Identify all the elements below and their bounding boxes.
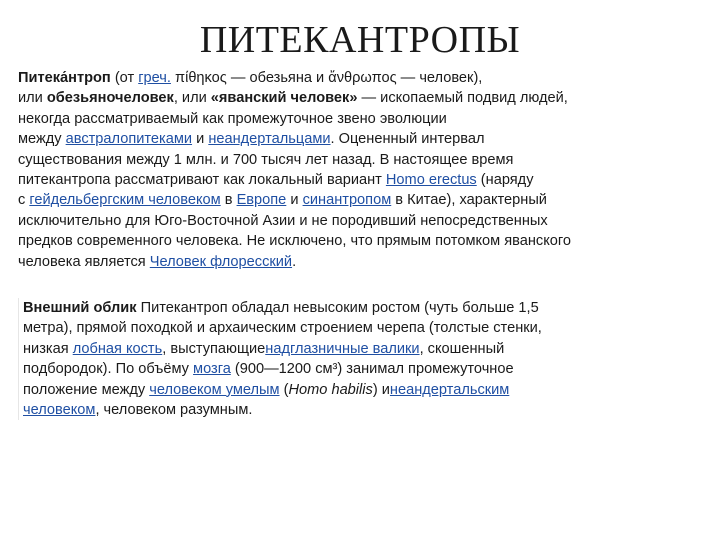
text-line	[23, 359, 623, 379]
text: положение между	[23, 381, 150, 398]
text: и	[286, 192, 303, 209]
text: , или	[173, 90, 211, 107]
text-line	[18, 129, 668, 149]
text: , человеком разумным.	[95, 402, 253, 419]
text: — ископаемый подвид людей,	[357, 90, 568, 107]
text: (наряду	[476, 172, 534, 189]
link-australopithecus[interactable]: австралопитеками	[65, 131, 193, 148]
link-brain[interactable]: мозга	[193, 361, 231, 378]
text-line: существования между 1 млн. и 700 тысяч лет назад. В настоящее время	[18, 151, 514, 168]
text-line	[18, 88, 668, 108]
text-line: метра), прямой походкой и архаическим строением черепа (толстые стенки,	[23, 320, 542, 337]
link-homo-habilis[interactable]: человеком умелым	[149, 381, 280, 398]
text: .	[292, 253, 297, 270]
text-line	[23, 380, 623, 400]
text: или	[18, 90, 47, 107]
text: человека является	[18, 253, 150, 270]
link-europe[interactable]: Европе	[236, 192, 287, 209]
link-greek[interactable]: греч.	[138, 70, 171, 86]
link-heidelberg-man[interactable]: гейдельбергским человеком	[29, 192, 221, 209]
text: в	[220, 192, 237, 209]
page-title: ПИТЕКАНТРОПЫ	[199, 19, 521, 61]
link-frontal-bone[interactable]: лобная кость	[72, 340, 163, 357]
text-line: исключительно для Юго-Восточной Азии и не породивший непосредственных	[18, 212, 548, 229]
text: (900—1200 см³) занимал промежуточное	[230, 361, 514, 378]
appearance-paragraph	[18, 298, 623, 420]
text-line	[18, 252, 668, 272]
term-pithecanthropus: Питека́нтроп	[18, 70, 111, 86]
text: ) и	[372, 381, 390, 398]
text-line	[18, 68, 668, 88]
text-line	[18, 190, 668, 210]
text: между	[18, 131, 66, 148]
term-homo-habilis: Homo habilis	[288, 381, 373, 398]
link-homo-erectus[interactable]: Homo erectus	[385, 172, 477, 189]
text: питекантропа рассматривают как локальный вариант	[18, 172, 386, 189]
link-neanderthals[interactable]: неандертальцами	[208, 131, 331, 148]
text: (от	[110, 70, 139, 86]
text: (	[279, 381, 289, 398]
term-java-man: «яванский человек»	[210, 90, 358, 107]
text: подбородок). По объёму	[23, 361, 194, 378]
text: с	[18, 192, 30, 209]
text-line	[18, 170, 668, 190]
term-apeman: обезьяночеловек	[46, 90, 174, 107]
text-line: некогда рассматриваемый как промежуточное звено эволюции	[18, 110, 447, 127]
link-homo-floresiensis[interactable]: Человек флоресский	[149, 253, 293, 270]
text: Питекантроп обладал невысоким ростом (чуть больше 1,5	[136, 300, 539, 316]
link-neanderthal-man[interactable]: неандертальским	[389, 381, 510, 398]
text-line	[23, 400, 623, 420]
text: πίθηκος — обезьяна и ἄνθρωπος — человек),	[170, 70, 483, 86]
text-line: предков современного человека. Не исключено, что прямым потомком яванского	[18, 233, 571, 250]
section-heading-appearance: Внешний облик	[23, 300, 137, 316]
text: , выступающие	[162, 340, 266, 357]
text-line	[23, 298, 623, 318]
intro-paragraph	[18, 68, 668, 272]
text: в Китае), характерный	[391, 192, 547, 209]
text: низкая	[23, 340, 73, 357]
text: и	[192, 131, 209, 148]
link-brow-ridges[interactable]: надглазничные валики	[265, 340, 420, 357]
text-line	[23, 339, 623, 359]
text: , скошенный	[419, 340, 505, 357]
link-sinanthropus[interactable]: синантропом	[302, 192, 392, 209]
link-neanderthal-man[interactable]: человеком	[23, 402, 96, 419]
text: . Оцененный интервал	[330, 131, 485, 148]
